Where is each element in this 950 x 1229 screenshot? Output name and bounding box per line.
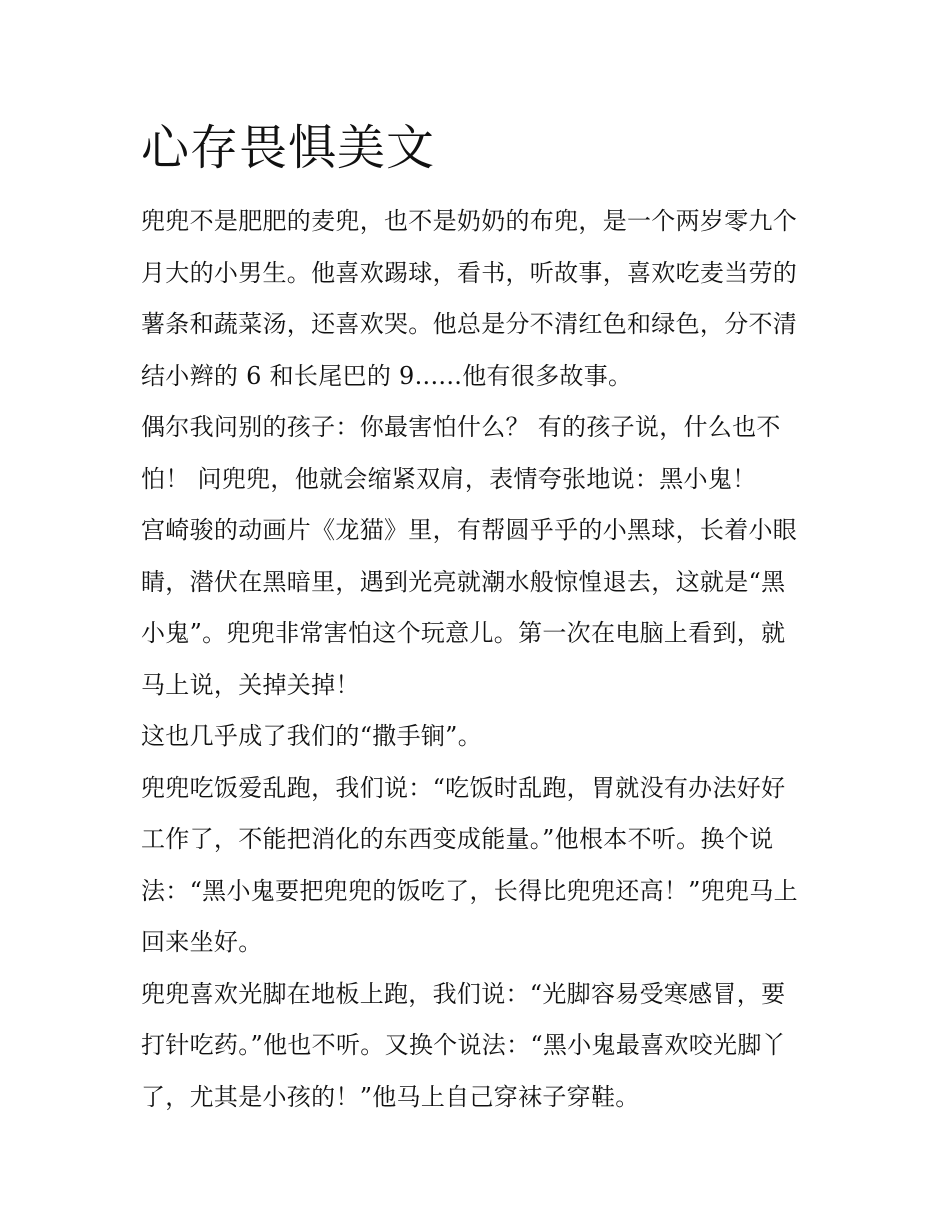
text-line: 法：“黑小鬼要把兜兜的饭吃了，长得比兜兜还高！”兜兜马上 — [141, 876, 798, 905]
text-line: 兜兜不是肥肥的麦兜，也不是奶奶的布兜，是一个两岁零九个 — [141, 207, 798, 235]
text-line: 偶尔我问别的孩子：你最害怕什么？ 有的孩子说，什么也不 — [141, 413, 781, 441]
text-line: 怕！ 问兜兜，他就会缩紧双肩，表情夸张地说：黑小鬼！ — [141, 464, 757, 493]
text-line: 兜兜吃饭爱乱跑，我们说：“吃饭时乱跑，胃就没有办法好好 — [141, 773, 786, 802]
text-line: 马上说，关掉关掉！ — [141, 670, 360, 699]
text-line: 睛，潜伏在黑暗里，遇到光亮就潮水般惊惶退去，这就是“黑 — [141, 567, 786, 596]
text-line: 月大的小男生。他喜欢踢球，看书，听故事，喜欢吃麦当劳的 — [141, 258, 798, 287]
paragraph-1 — [141, 196, 813, 402]
paragraph-2 — [141, 402, 813, 505]
text-line: 了，尤其是小孩的！”他马上自己穿袜子穿鞋。 — [141, 1082, 640, 1111]
text-line: 小鬼”。兜兜非常害怕这个玩意儿。第一次在电脑上看到，就 — [141, 619, 786, 647]
text-line: 结小辫的 6 和长尾巴的 9......他有很多故事。 — [141, 361, 633, 390]
text-line: 工作了，不能把消化的东西变成能量。”他根本不听。换个说 — [141, 825, 774, 853]
text-line: 兜兜喜欢光脚在地板上跑，我们说：“光脚容易受寒感冒，要 — [141, 979, 786, 1008]
text-line: 打针吃药。”他也不听。又换个说法：“黑小鬼最喜欢咬光脚丫 — [141, 1031, 786, 1059]
paragraph-5 — [141, 763, 813, 969]
paragraph-3 — [141, 505, 813, 711]
text-line: 薯条和蔬菜汤，还喜欢哭。他总是分不清红色和绿色，分不清 — [141, 310, 798, 338]
text-line: 宫崎骏的动画片《龙猫》里，有帮圆乎乎的小黑球，长着小眼 — [141, 516, 798, 544]
page-title: 心存畏惧美文 — [141, 120, 436, 176]
paragraph-4 — [141, 711, 813, 763]
text-line: 这也几乎成了我们的“撒手锏”。 — [141, 722, 483, 750]
article-body — [141, 196, 813, 1123]
text-line: 回来坐好。 — [141, 928, 263, 956]
paragraph-6 — [141, 969, 813, 1124]
